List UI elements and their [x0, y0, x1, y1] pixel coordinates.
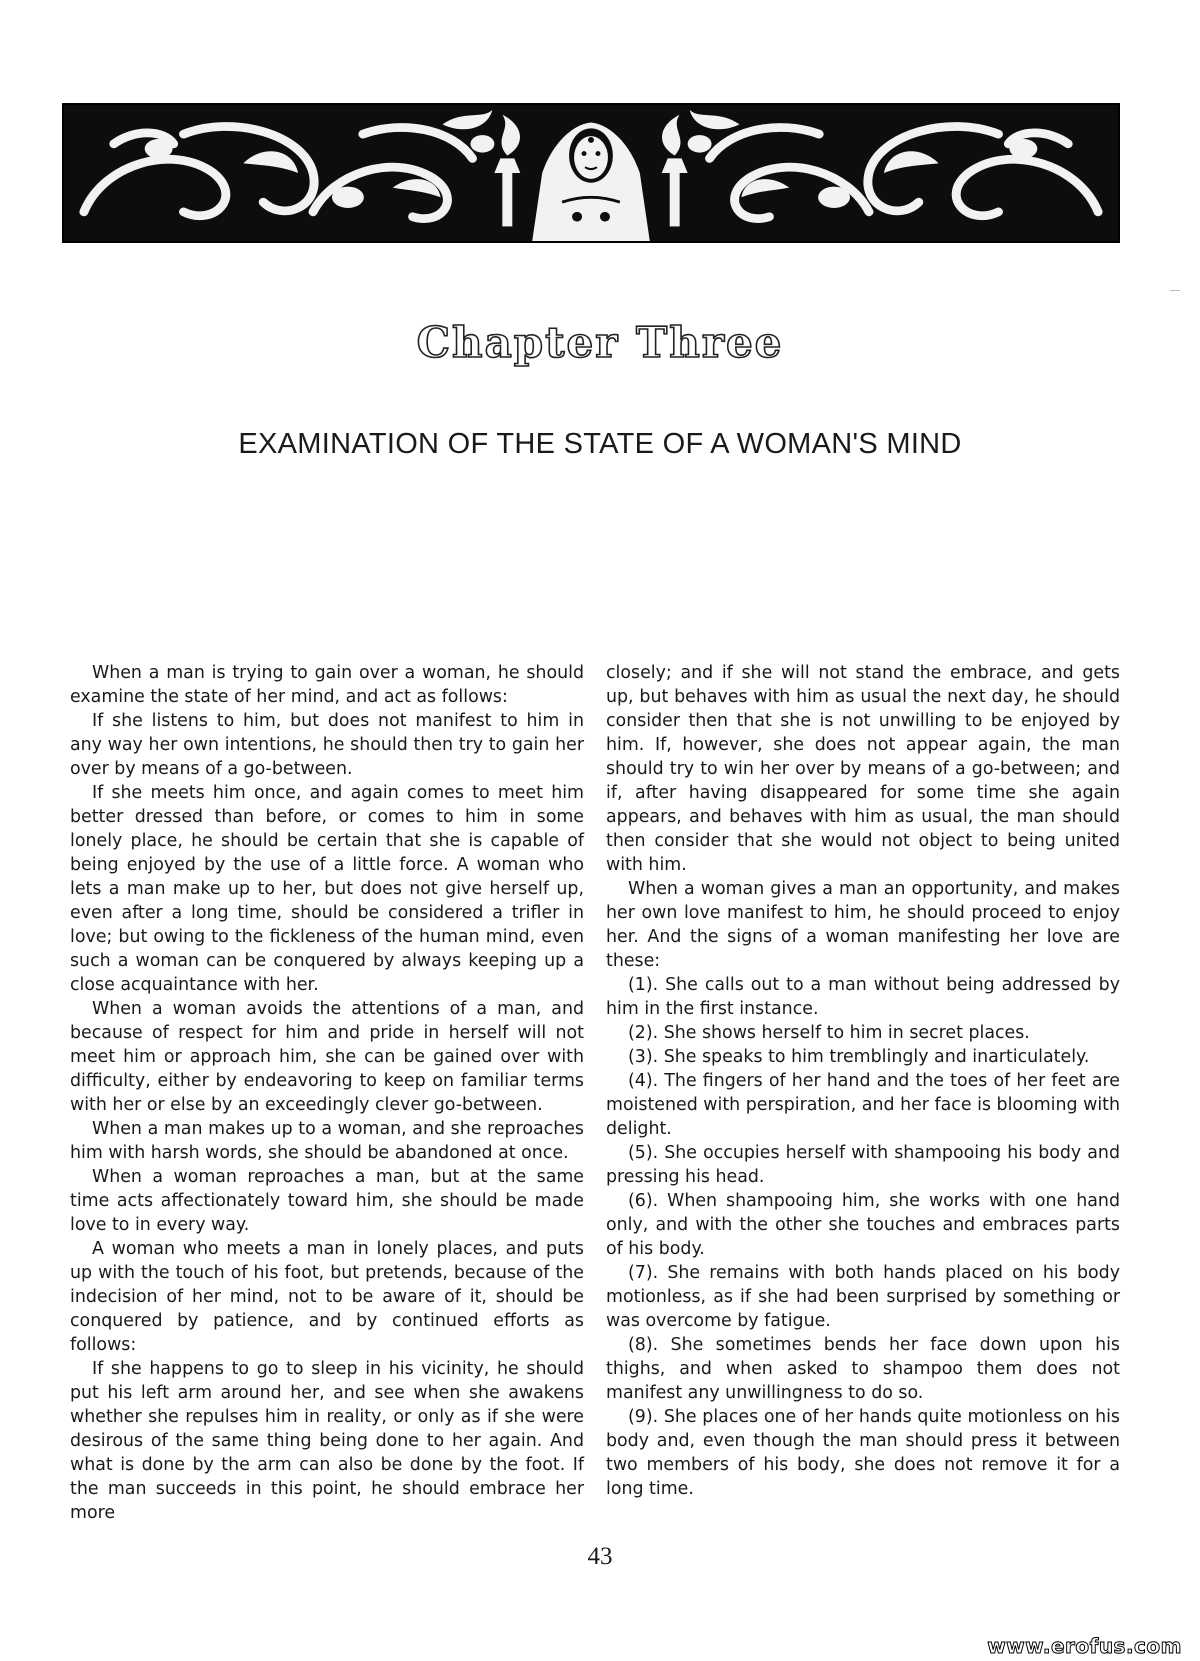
paragraph: When a woman avoids the attentions of a man, and because of respect for him and pride in herself will not meet him or approach him, she can be gained over with difficulty, either by endeavoring to keep on familiar terms with her or else by an exceedingly clever go-between. [70, 999, 584, 1115]
paragraph: When a man makes up to a woman, and she reproaches him with harsh words, she should be abandoned at once. [70, 1119, 584, 1163]
text-columns [70, 661, 1120, 1523]
paragraph: When a man is trying to gain over a woman, he should examine the state of her mind, and act as follows: [70, 663, 584, 707]
paragraph: A woman who meets a man in lonely places, and puts up with the touch of his foot, but pretends, because of the indecision of her mind, not to be aware of it, should be conquered by patience, and by continued efforts as follows: [70, 1239, 584, 1355]
paragraph: If she happens to go to sleep in his vicinity, he should put his left arm around her, and see when she awakens whether she repulses him in reality, or only as if she were desirous of the same thing being done to her again. And what is done by the arm can also be done by the foot. If the man succeeds in this point, he should embrace her more [70, 1359, 584, 1523]
list-item: (1). She calls out to a man without being addressed by him in the first instance. [606, 975, 1120, 1019]
paragraph: When a woman reproaches a man, but at the same time acts affectionately toward him, she should be made love to in every way. [70, 1167, 584, 1235]
list-item: (4). The fingers of her hand and the toes of her feet are moistened with perspiration, and her face is blooming with delight. [606, 1071, 1120, 1139]
decorative-banner [62, 103, 1120, 243]
paragraph-continuation: closely; and if she will not stand the embrace, and gets up, but behaves with him as usual the next day, he should consider then that she is not unwilling to be enjoyed by him. If, however, she does not appear again, the man should try to win her over by means of a go-between; and if, after having disappeared for some time she again appears, and behaves with him as usual, the man should then consider that she would not object to being united with him. [606, 663, 1120, 875]
list-item: (7). She remains with both hands placed on his body motionless, as if she had been surprised by something or was overcome by fatigue. [606, 1263, 1120, 1331]
paragraph: When a woman gives a man an opportunity, and makes her own love manifest to him, he should proceed to enjoy her. And the signs of a woman manifesting her love are these: [606, 879, 1120, 971]
ornament-scroll-icon [64, 105, 1118, 241]
right-column [606, 661, 1120, 1511]
chapter-title: Chapter Three [416, 318, 784, 367]
list-item: (3). She speaks to him tremblingly and inarticulately. [628, 1047, 1090, 1067]
list-item: (8). She sometimes bends her face down upon his thighs, and when asked to shampoo them does not manifest any unwillingness to do so. [606, 1335, 1120, 1403]
page-number: 43 [587, 1543, 613, 1570]
section-heading: EXAMINATION OF THE STATE OF A WOMAN'S MIND [238, 428, 962, 460]
list-item: (2). She shows herself to him in secret places. [628, 1023, 1030, 1043]
paragraph: If she listens to him, but does not manifest to him in any way her own intentions, he should then try to gain her over by means of a go-between. [70, 711, 584, 779]
list-item: (6). When shampooing him, she works with one hand only, and with the other she touches and embraces parts of his body. [606, 1191, 1120, 1259]
edge-mark [1170, 290, 1180, 291]
list-item: (5). She occupies herself with shampooing his body and pressing his head. [606, 1143, 1120, 1187]
watermark: www.erofus.com [987, 1634, 1182, 1658]
paragraph: If she meets him once, and again comes to meet him better dressed than before, or comes to him in some lonely place, he should be certain that she is capable of being enjoyed by the use of a little force. A woman who lets a man make up to her, but does not give herself up, even after a long time, should be considered a trifler in love; but owing to the fickleness of the human mind, even such a woman can be conquered by always keeping up a close acquaintance with her. [70, 783, 584, 995]
list-item: (9). She places one of her hands quite motionless on his body and, even though the man should press it between two members of his body, she does not remove it for a long time. [606, 1407, 1120, 1499]
left-column [70, 661, 584, 1523]
